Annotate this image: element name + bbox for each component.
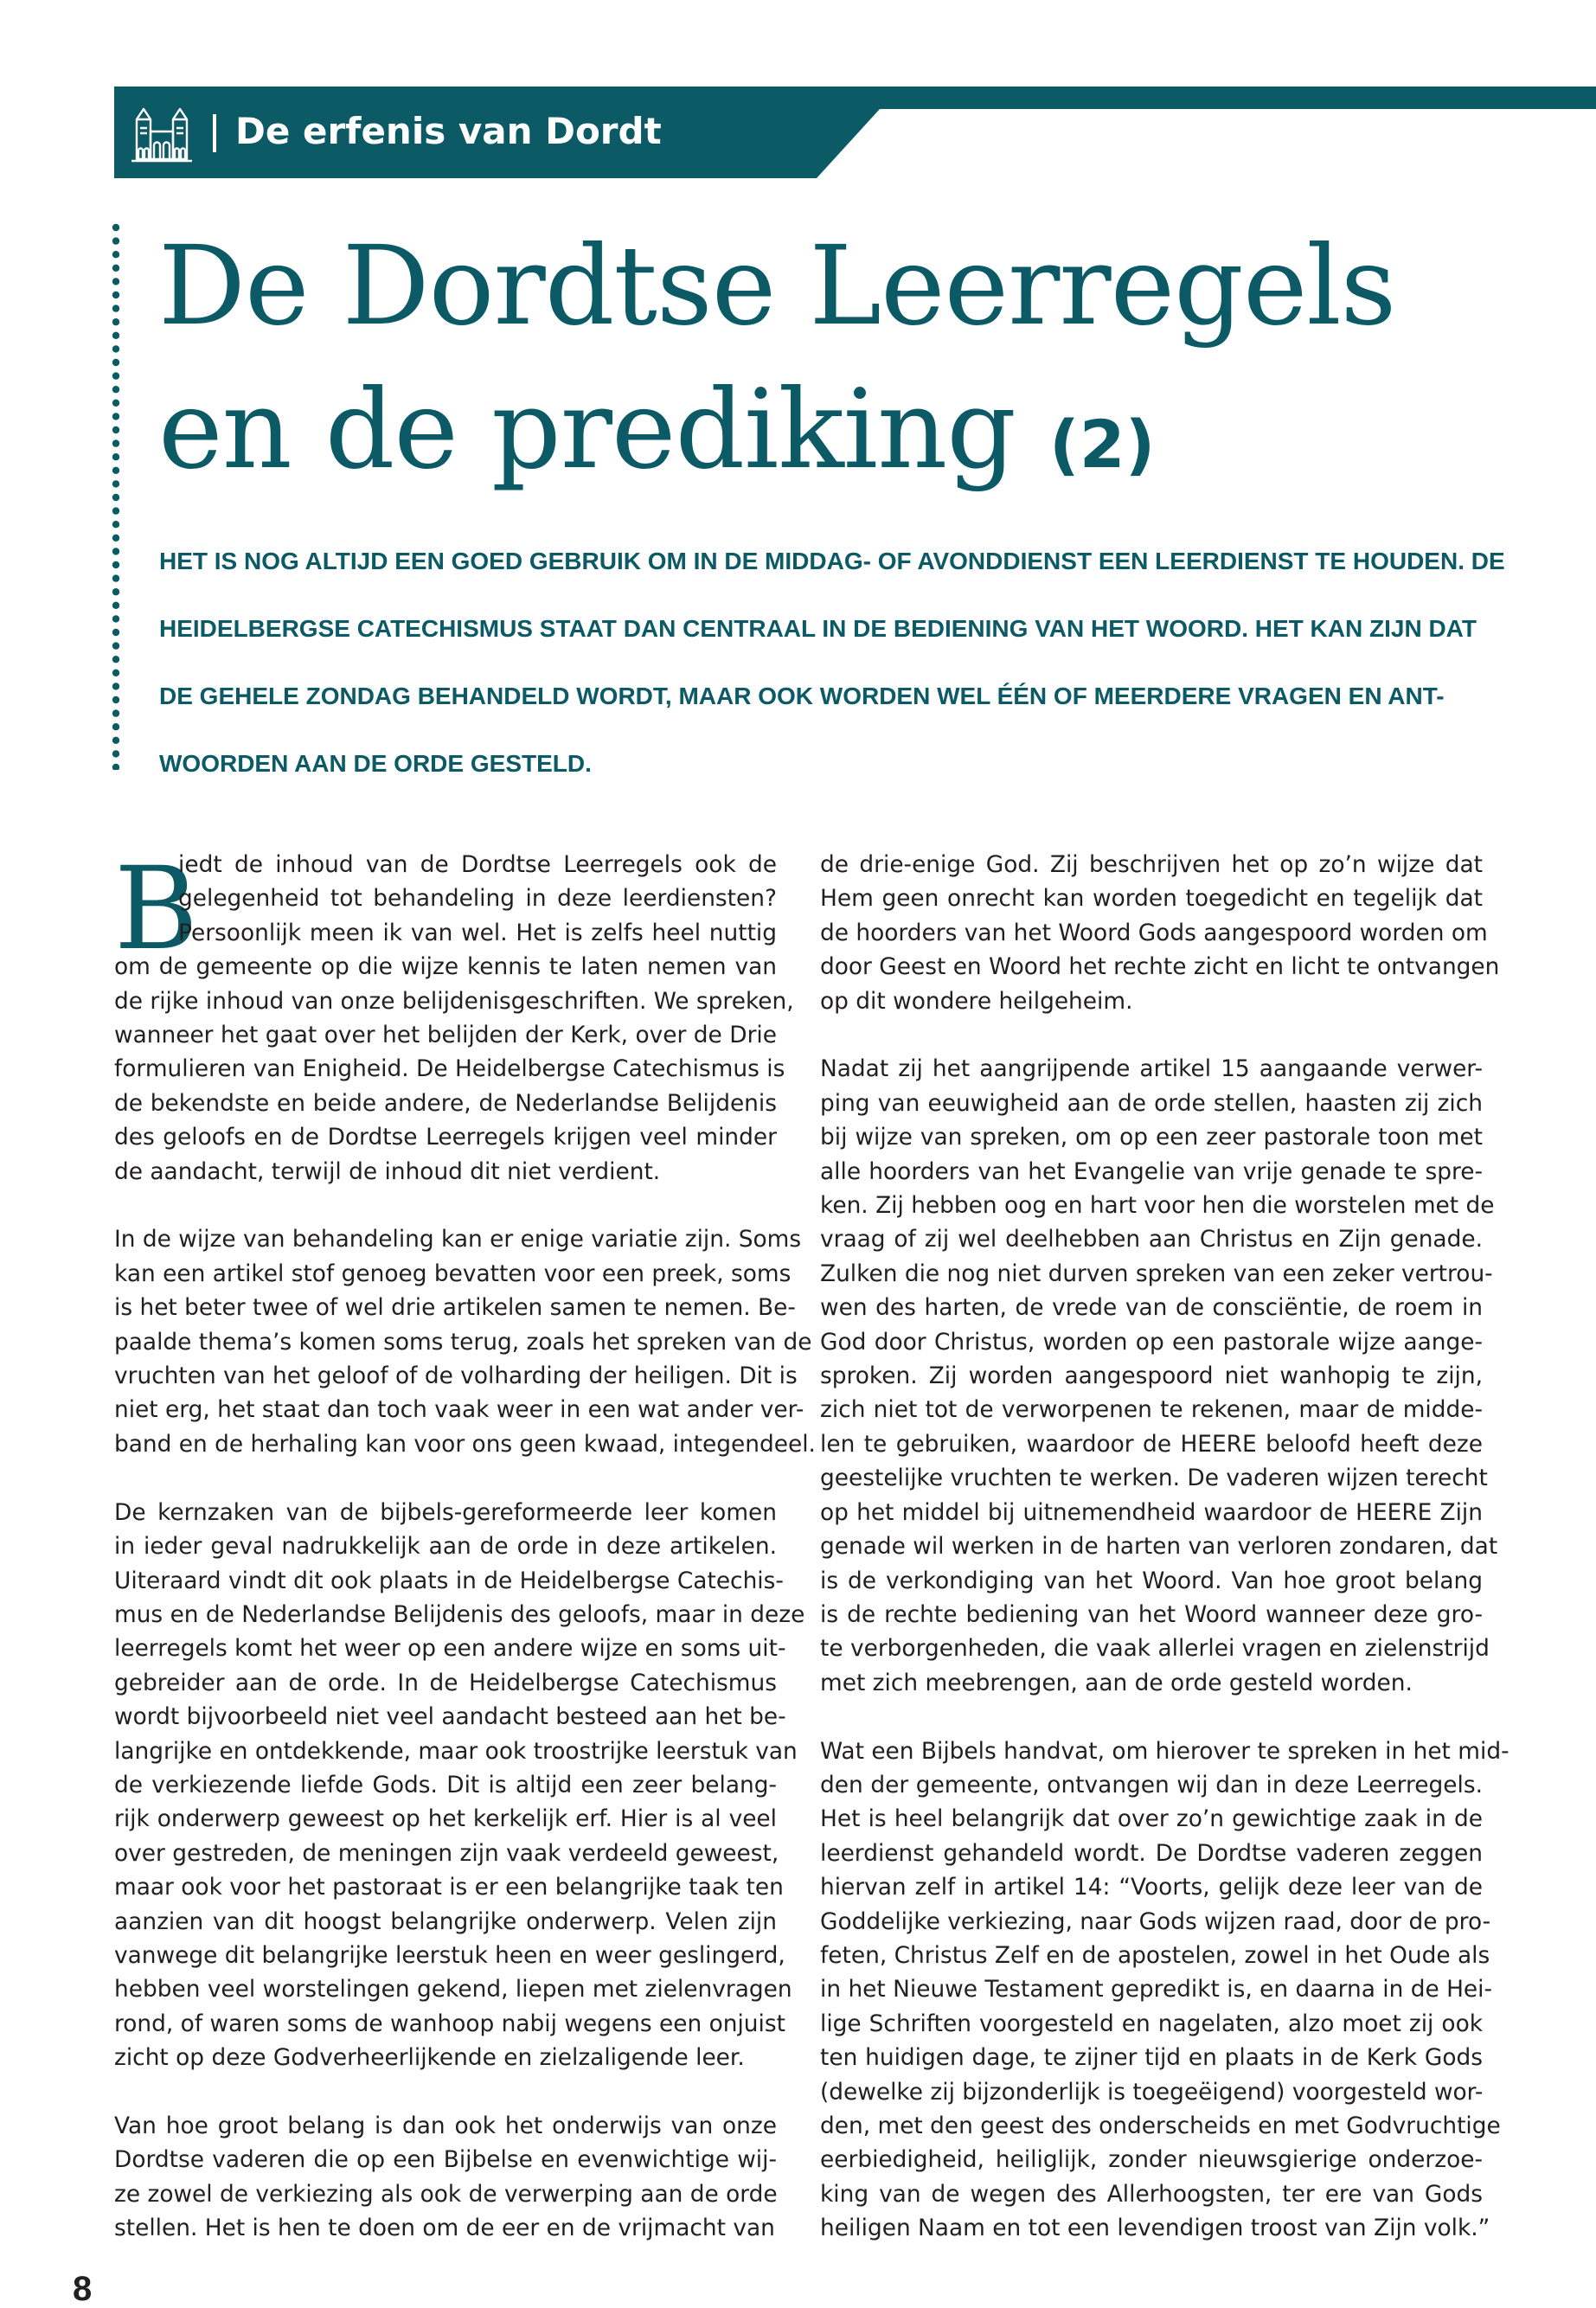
article-title-line-2 [158,358,1395,516]
text-line: len te gebruiken, waardoor de HEERE beloofd heeft deze [820,1430,1483,1458]
text-line: hiervan zelf in artikel 14: “Voorts, gelijk deze leer van de [820,1874,1483,1901]
paragraph [114,1496,805,2075]
text-line: op dit wondere heilgeheim. [820,987,1133,1015]
paragraph [114,843,794,1189]
text-line: de aandacht, terwijl de inhoud dit niet verdient. [114,1157,661,1185]
text-line: wanneer het gaat over het belijden der Kerk, over de Drie [114,1022,777,1049]
text-line: Zulken die nog niet durven spreken van een zeker vertrou- [820,1260,1493,1287]
article-title-text: en de prediking [158,366,1016,493]
rule-dot [112,332,119,339]
rule-dot [112,574,119,581]
rule-dot [112,494,119,501]
intro-line: HET IS NOG ALTIJD EEN GOED GEBRUIK OM IN DE MIDDAG- OF AVONDDIENST EEN LEERDIENST TE HOUDEN. DE [159,548,1505,574]
text-line: den, met den geest des onderscheids en met Godvruchtige [820,2112,1501,2139]
rule-dot [112,602,119,609]
rule-dot [112,480,119,487]
text-line: In de wijze van behandeling kan er enige variatie zijn. Soms [114,1226,802,1253]
rule-dot [112,507,119,514]
dotted-vertical-rule [112,223,120,770]
text-line: door Geest en Woord het rechte zicht en licht te ontvangen [820,953,1500,981]
text-line: band en de herhaling kan voor ons geen kwaad, integendeel. [114,1430,816,1458]
intro-line: WOORDEN AAN DE ORDE GESTELD. [159,750,592,777]
paragraph [114,1222,816,1461]
article-part-number: (2) [1048,406,1156,483]
text-line: aanzien van dit hoogst belangrijke onderwerp. Velen zijn [114,1907,777,1935]
text-line: over gestreden, de meningen zijn vaak verdeeld geweest, [114,1839,779,1867]
text-line: feten, Christus Zelf en de apostelen, zowel in het Oude als [820,1941,1490,1969]
text-line: Persoonlijk meen ik van wel. Het is zelfs heel nuttig [178,919,777,946]
text-line: rijk onderwerp geweest op het kerkelijk erf. Hier is al veel [114,1805,777,1833]
rule-dot [112,278,119,285]
text-line: te verborgenheden, die vaak allerlei vragen en zielenstrijd [820,1635,1490,1663]
text-line: Nadat zij het aangrijpende artikel 15 aangaande verwer- [820,1055,1483,1083]
text-line: God door Christus, worden op een pastorale wijze aange- [820,1328,1483,1356]
rule-dot [112,237,119,244]
text-line: Dordtse vaderen die op een Bijbelse en evenwichtige wij- [114,2146,777,2174]
rule-dot [112,453,119,460]
text-line: stellen. Het is hen te doen om de eer en de vrijmacht van [114,2215,775,2242]
text-line: Uiteraard vindt dit ook plaats in de Heidelbergse Catechis- [114,1567,784,1594]
text-line: iedt de inhoud van de Dordtse Leerregels ook de [178,851,777,878]
text-line: leerregels komt het weer op een andere wijze en soms uit- [114,1635,786,1663]
rule-dot [112,426,119,433]
text-line: De kernzaken van de bijbels-gereformeerde leer komen [114,1498,777,1526]
text-line: ping van eeuwigheid aan de orde stellen, haasten zij zich [820,1089,1483,1117]
text-line: met zich meebrengen, aan de orde gesteld worden. [820,1669,1413,1696]
drop-cap: B [114,843,199,976]
text-line: de drie-enige God. Zij beschrijven het op zo’n wijze dat [820,851,1483,878]
text-line: vraag of zij wel deelhebben aan Christus en Zijn genade. [820,1226,1483,1253]
rule-dot [112,413,119,420]
rule-dot [112,642,119,649]
rule-dot [112,615,119,622]
text-line: ten huidigen dage, te zijner tijd en plaats in de Kerk Gods [820,2044,1483,2072]
rule-dot [112,224,119,231]
text-line: ken. Zij hebben oog en hart voor hen die worstelen met de [820,1192,1495,1220]
paragraph [820,1734,1509,2246]
text-line: de hoorders van het Woord Gods aangespoord worden om [820,919,1488,946]
rule-dot [112,359,119,366]
rule-dot [112,318,119,325]
text-line: mus en de Nederlandse Belijdenis des geloofs, maar in deze [114,1600,805,1628]
text-line: op het middel bij uitnemendheid waardoor de HEERE Zijn [820,1498,1483,1526]
text-line: Wat een Bijbels handvat, om hierover te spreken in het mid- [820,1737,1509,1765]
rule-dot [112,764,119,770]
rule-dot [112,305,119,311]
rule-dot [112,265,119,272]
text-line: in ieder geval nadrukkelijk aan de orde in deze artikelen. [114,1533,777,1561]
church-building-icon [130,102,194,166]
text-line: formulieren van Enigheid. De Heidelbergse Catechismus is [114,1055,785,1083]
text-line: hebben veel worstelingen gekend, liepen met zielenvragen [114,1976,792,2003]
text-line: zich niet tot de verworpenen te rekenen, maar de midde- [820,1396,1483,1424]
rule-dot [112,467,119,474]
text-line: king van de wegen des Allerhoogsten, ter ere van Gods [820,2180,1483,2208]
rule-dot [112,251,119,258]
rule-dot [112,372,119,379]
text-line: gelegenheid tot behandeling in deze leerdiensten? [178,885,777,913]
text-line: in het Nieuwe Testament gepredikt is, en daarna in de Hei- [820,1976,1493,2003]
article-intro [159,528,1505,798]
text-line: niet erg, het staat dan toch vaak weer in een wat ander ver- [114,1396,804,1424]
rule-dot [112,535,119,542]
page-number: 8 [73,2270,93,2308]
text-line: om de gemeente op die wijze kennis te laten nemen van [114,953,777,981]
text-line: rond, of waren soms de wanhoop nabij wegens een onjuist [114,2010,785,2037]
section-title: De erfenis van Dordt [235,110,662,152]
text-line: gebreider aan de orde. In de Heidelbergse Catechismus [114,1669,777,1696]
rule-dot [112,400,119,407]
text-line: is het beter twee of wel drie artikelen samen te nemen. Be- [114,1294,796,1322]
text-line: Van hoe groot belang is dan ook het onderwijs van onze [114,2112,777,2139]
text-line: zicht op deze Godverheerlijkende en zielzaligende leer. [114,2044,745,2072]
text-line: de verkiezende liefde Gods. Dit is altijd een zeer belang- [114,1771,777,1798]
text-line: (dewelke zij bijzonderlijk is toegeëigend) voorgesteld wor- [820,2078,1484,2106]
text-line: paalde thema’s komen soms terug, zoals het spreken van de [114,1328,812,1356]
text-line: maar ook voor het pastoraat is er een belangrijke taak ten [114,1874,784,1901]
text-line: is de verkondiging van het Woord. Van hoe groot belang [820,1567,1483,1594]
header-separator [213,114,216,152]
text-line: geestelijke vruchten te werken. De vaderen wijzen terecht [820,1465,1488,1492]
paragraph [820,1052,1498,1700]
text-line: des geloofs en de Dordtse Leerregels krijgen veel minder [114,1124,777,1151]
text-line: vruchten van het geloof of de volharding der heiligen. Dit is [114,1362,798,1390]
article-title [158,215,1395,516]
text-line: langrijke en ontdekkende, maar ook troostrijke leerstuk van [114,1737,798,1765]
rule-dot [112,696,119,703]
text-line: Het is heel belangrijk dat over zo’n gewichtige zaak in de [820,1805,1483,1833]
text-line: genade wil werken in de harten van verloren zondaren, dat [820,1533,1498,1561]
rule-dot [112,723,119,730]
rule-dot [112,670,119,676]
paragraph [820,848,1500,1018]
body-column-right [820,848,1509,2279]
text-line: eerbiedigheid, heiliglijk, zonder nieuwsgierige onderzoe- [820,2146,1483,2174]
text-line: heiligen Naam en tot een levendigen troost van Zijn volk.” [820,2215,1490,2242]
text-line: de bekendste en beide andere, de Nederlandse Belijdenis [114,1089,777,1117]
rule-dot [112,656,119,663]
text-line: Hem geen onrecht kan worden toegedicht en tegelijk dat [820,885,1483,913]
text-line: is de rechte bediening van het Woord wanneer deze gro- [820,1600,1483,1628]
text-line: alle hoorders van het Evangelie van vrije genade te spre- [820,1157,1483,1185]
text-line: bij wijze van spreken, om op een zeer pastorale toon met [820,1124,1483,1151]
body-column-left [114,843,816,2279]
paragraph [114,2109,777,2246]
rule-dot [112,683,119,689]
text-line: den der gemeente, ontvangen wij dan in deze Leerregels. [820,1771,1483,1798]
rule-dot [112,292,119,298]
article-title-line-1: De Dordtse Leerregels [158,222,1396,349]
text-line: wen des harten, de vrede van de consciëntie, de roem in [820,1294,1483,1322]
rule-dot [112,345,119,352]
rule-dot [112,629,119,636]
text-line: kan een artikel stof genoeg bevatten voor een preek, soms [114,1260,792,1287]
rule-dot [112,709,119,716]
section-header-band [114,87,1596,178]
rule-dot [112,548,119,555]
intro-line: DE GEHELE ZONDAG BEHANDELD WORDT, MAAR OOK WORDEN WEL ÉÉN OF MEERDERE VRAGEN EN ANT- [159,683,1445,709]
text-line: de rijke inhoud van onze belijdenisgeschriften. We spreken, [114,987,794,1015]
rule-dot [112,750,119,757]
text-line: sproken. Zij worden aangespoord niet wanhopig te zijn, [820,1362,1483,1390]
intro-line: HEIDELBERGSE CATECHISMUS STAAT DAN CENTRAAL IN DE BEDIENING VAN HET WOORD. HET KAN ZIJN DAT [159,615,1477,642]
text-line: leerdienst gehandeld wordt. De Dordtse vaderen zeggen [820,1839,1483,1867]
rule-dot [112,521,119,528]
rule-dot [112,561,119,568]
text-line: ze zowel de verkiezing als ook de verwerping aan de orde [114,2180,778,2208]
rule-dot [112,737,119,744]
text-line: Goddelijke verkiezing, naar Gods wijzen raad, door de pro- [820,1907,1491,1935]
text-line: vanwege dit belangrijke leerstuk heen en weer geslingerd, [114,1941,785,1969]
text-line: wordt bijvoorbeeld niet veel aandacht besteed aan het be- [114,1703,786,1731]
rule-dot [112,439,119,446]
rule-dot [112,588,119,595]
text-line: lige Schriften voorgesteld en nagelaten, alzo moet zij ook [820,2010,1483,2037]
rule-dot [112,386,119,393]
